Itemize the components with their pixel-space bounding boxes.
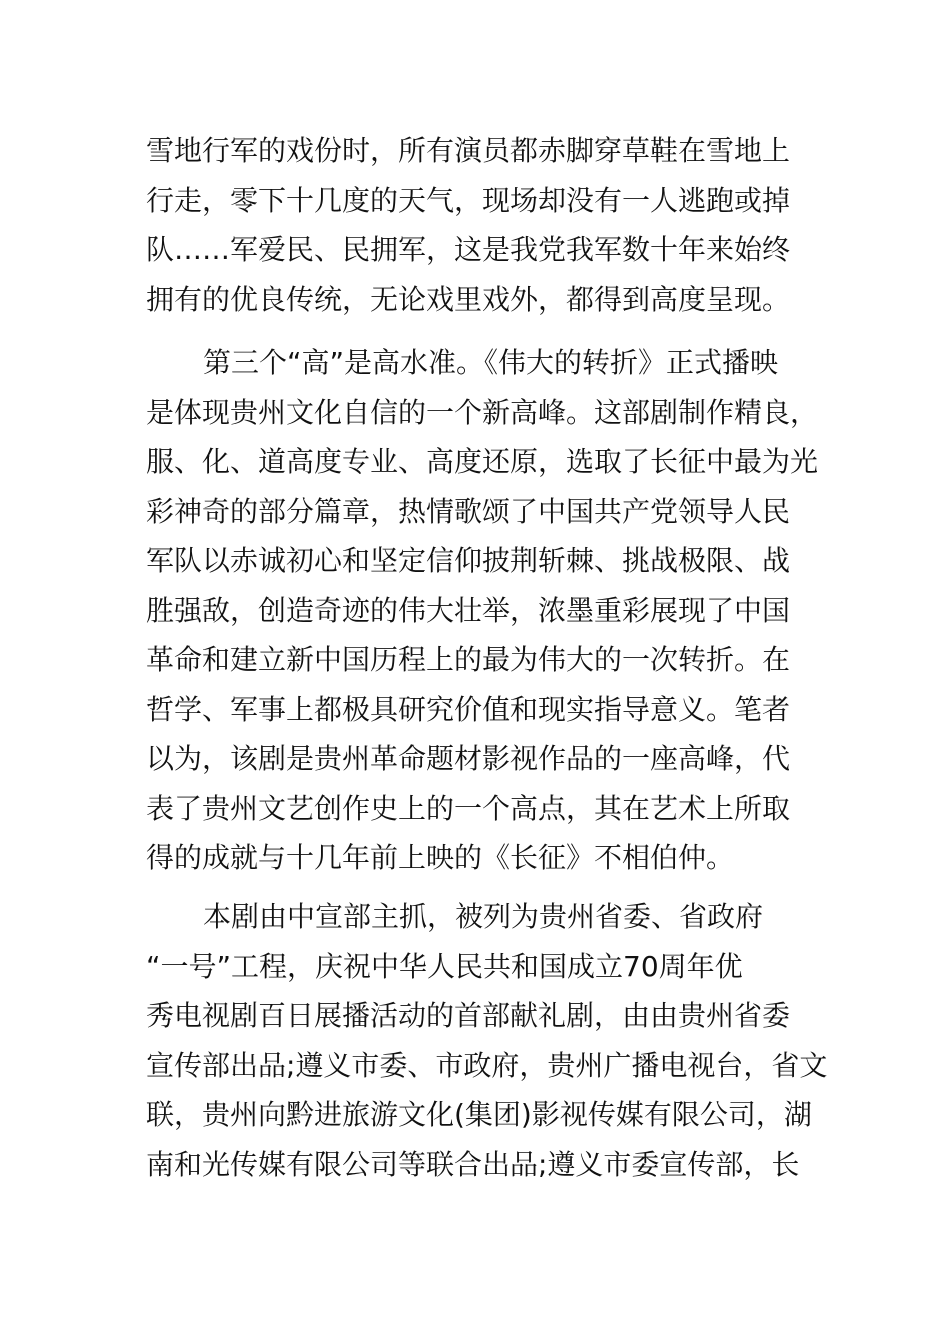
paragraph-1-line-4: 拥有的优良传统，无论戏里戏外，都得到高度呈现。 [146, 282, 791, 316]
paragraph-3-line-4: 宣传部出品;遵义市委、市政府，贵州广播电视台，省文 [146, 1048, 828, 1082]
paragraph-3-line-6: 南和光传媒有限公司等联合出品;遵义市委宣传部，长 [146, 1147, 800, 1181]
paragraph-2-line-11: 得的成就与十几年前上映的《长征》不相伯仲。 [146, 841, 735, 874]
paragraph-1 [146, 126, 816, 324]
paragraph-2-line-2: 是体现贵州文化自信的一个新高峰。这部剧制作精良， [146, 395, 819, 429]
paragraph-2-line-3: 服、化、道高度专业、高度还原，选取了长征中最为光 [146, 445, 819, 478]
paragraph-2-line-9: 以为，该剧是贵州革命题材影视作品的一座高峰，代 [146, 742, 791, 775]
paragraph-3-line-5: 联，贵州向黔进旅游文化(集团)影视传媒有限公司，湖 [146, 1098, 812, 1131]
paragraph-2-line-5: 军队以赤诚初心和坚定信仰披荆斩棘、挑战极限、战 [146, 544, 791, 577]
paragraph-2-line-6: 胜强敌，创造奇迹的伟大壮举，浓墨重彩展现了中国 [146, 593, 791, 627]
paragraph-2-line-1: 第三个“高”是高水准。《伟大的转折》正式播映 [203, 346, 779, 379]
paragraph-3-line-1: 本剧由中宣部主抓，被列为贵州省委、省政府 [203, 900, 764, 933]
paragraph-1-line-1: 雪地行军的戏份时，所有演员都赤脚穿草鞋在雪地上 [146, 134, 791, 167]
paragraph-2-line-10: 表了贵州文艺创作史上的一个高点，其在艺术上所取 [146, 791, 791, 825]
paragraph-2-line-4: 彩神奇的部分篇章，热情歌颂了中国共产党领导人民 [146, 494, 791, 528]
paragraph-1-line-3: 队……军爱民、民拥军，这是我党我军数十年来始终 [146, 233, 791, 266]
paragraph-2-line-8: 哲学、军事上都极具研究价值和现实指导意义。笔者 [146, 692, 791, 726]
paragraph-3-line-2: “一号”工程，庆祝中华人民共和国成立70周年优 [146, 949, 743, 983]
paragraph-3 [146, 892, 828, 1189]
paragraph-3-line-3: 秀电视剧百日展播活动的首部献礼剧，由由贵州省委 [146, 999, 791, 1032]
paragraph-1-line-2: 行走，零下十几度的天气，现场却没有一人逃跑或掉 [146, 183, 791, 217]
paragraph-2-line-7: 革命和建立新中国历程上的最为伟大的一次转折。在 [146, 643, 791, 676]
paragraph-2 [146, 338, 819, 883]
